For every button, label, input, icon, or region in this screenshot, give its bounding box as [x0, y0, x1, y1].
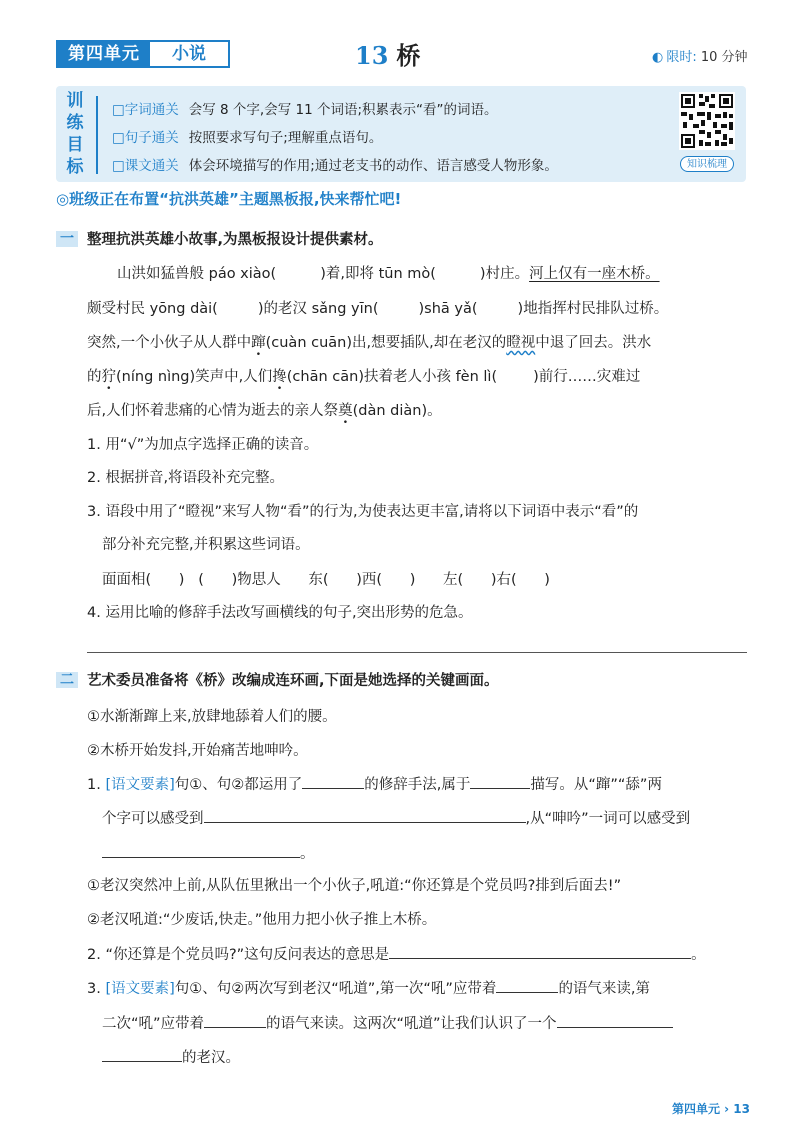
question-1-2: 2. 根据拼音,将语段补充完整。: [87, 470, 285, 486]
goal-item-text: [112, 154, 558, 174]
question-text: 。: [300, 846, 315, 862]
answer-blank[interactable]: [496, 978, 558, 993]
question-1-4: 4. 运用比喻的修辞手法改写画横线的句子,突出形势的危急。: [87, 605, 473, 621]
dotted-char: 搀: [272, 369, 287, 385]
passage-text: 后,人们怀着悲痛的心情为逝去的亲人祭: [87, 403, 339, 419]
sentence-2-4: ②老汉吼道:“少废话,快走。”他用力把小伙子推上木桥。: [87, 912, 437, 928]
question-1-1: 1. 用“√”为加点字选择正确的读音。: [87, 437, 319, 453]
passage-text: 山洪如猛兽般 páo xiào(: [117, 266, 277, 282]
goals-heading-char: 目: [66, 135, 84, 155]
question-2-3: [87, 977, 650, 998]
chevron-right-icon: ›: [724, 1102, 730, 1116]
sentence-2-1: ①水渐渐蹿上来,放肆地舔着人们的腰。: [87, 709, 337, 725]
answer-blank[interactable]: [102, 1047, 182, 1062]
section-1-marker: 一: [56, 231, 78, 247]
question-text: 个字可以感受到: [102, 811, 204, 827]
question-number: 1.: [87, 777, 101, 793]
goal-item-words: [112, 98, 498, 118]
question-number: 3.: [87, 981, 101, 997]
dotted-char: 蹿: [251, 335, 266, 351]
question-1-3: 3. 语段中用了“瞪视”来写人物“看”的行为,为使表达更丰富,请将以下词语中表示“看”的: [87, 504, 639, 520]
question-2-1-end: [102, 842, 315, 863]
goal-name: □句子通关: [112, 130, 179, 146]
question-text: 的老汉。: [182, 1050, 240, 1066]
underlined-sentence: 河上仅有一座木桥。: [529, 266, 660, 282]
question-text: 的语气来读。这两次“吼道”让我们认识了一个: [266, 1016, 557, 1032]
page-number: 13: [733, 1102, 750, 1116]
question-text: 。: [691, 947, 706, 963]
unit-badge: [56, 40, 230, 68]
goal-item-sentences: [112, 126, 382, 146]
goals-divider: [96, 96, 98, 174]
passage-line-2: [87, 297, 668, 318]
goal-name: □课文通关: [112, 158, 179, 174]
answer-blank[interactable]: [204, 808, 526, 823]
passage-text: 中退了回去。洪水: [535, 335, 652, 351]
goals-heading-char: 标: [66, 157, 84, 177]
question-2-2: [87, 943, 706, 964]
answer-blank[interactable]: [470, 774, 530, 789]
wavy-underlined-word: 瞪视: [506, 335, 536, 351]
section-1-title: 整理抗洪英雄小故事,为黑板报设计提供素材。: [87, 232, 383, 248]
goal-text: 体会环境描写的作用;通过老支书的动作、语言感受人物形象。: [188, 158, 558, 174]
genre-label: 小说: [150, 42, 228, 66]
passage-text: (dàn diàn)。: [352, 403, 442, 419]
question-text: 的修辞手法,属于: [364, 777, 471, 793]
goal-text: 会写 8 个字,会写 11 个词语;积累表示“看”的词语。: [188, 102, 498, 118]
qr-code-icon[interactable]: [679, 92, 735, 150]
goals-heading: [64, 90, 86, 178]
question-text: 的语气来读,第: [558, 981, 651, 997]
answer-blank[interactable]: [102, 843, 300, 858]
passage-line-1: [117, 262, 660, 283]
intro-prefix: ◎班级正在布置: [56, 190, 160, 208]
goal-name: □字词通关: [112, 102, 179, 118]
intro-banner: [56, 188, 401, 209]
time-limit-value: 10 分钟: [700, 50, 748, 65]
time-limit-label: 限时:: [666, 50, 697, 65]
lesson-title: [355, 36, 420, 71]
question-2-3-continued: [102, 1012, 673, 1033]
question-text: 句①、句②都运用了: [174, 777, 303, 793]
answer-blank[interactable]: [389, 944, 691, 959]
passage-text: 的: [87, 369, 102, 385]
dotted-char: 奠: [338, 403, 353, 419]
passage-line-3: [87, 331, 651, 352]
passage-text: (níng nìng)笑声中,人们: [116, 369, 273, 385]
passage-text: )前行……灾难过: [533, 369, 641, 385]
question-text: 2. “你还算是个党员吗?”这句反问表达的意思是: [87, 947, 390, 963]
look-words-exercise[interactable]: 面面相( ) ( )物思人 东( )西( ) 左( )右( ): [102, 572, 550, 588]
sentence-2-2: ②木桥开始发抖,开始痛苦地呻吟。: [87, 743, 308, 759]
clock-icon: ◐: [652, 50, 664, 65]
sentence-2-3: ①老汉突然冲上前,从队伍里揪出一个小伙子,吼道:“你还算是个党员吗?排到后面去!”: [87, 878, 622, 894]
dotted-char: 狞: [101, 369, 116, 385]
passage-text: )的老汉 sǎng yīn(: [257, 301, 379, 317]
passage-text: 突然,一个小伙子从人群中: [87, 335, 252, 351]
lesson-number: 13: [355, 41, 389, 70]
intro-suffix: 主题黑板报,快来帮忙吧!: [238, 190, 402, 208]
passage-text: )shā yǎ(: [418, 301, 478, 317]
goals-heading-char: 训: [66, 91, 84, 111]
question-2-1-continued: [102, 807, 690, 828]
knowledge-review-label[interactable]: 知识梳理: [680, 156, 734, 172]
passage-text: )着,即将 tūn mò(: [320, 266, 436, 282]
lesson-name: 桥: [396, 42, 421, 70]
answer-blank[interactable]: [302, 774, 364, 789]
question-2-1: [87, 773, 662, 794]
passage-text: )村庄。: [479, 266, 530, 282]
passage-line-5: [87, 399, 442, 420]
passage-text: (cuàn cuān)出,想要插队,却在老汉的: [265, 335, 507, 351]
question-text: 描写。从“蹿”“舔”两: [530, 777, 662, 793]
passage-line-4: [87, 365, 640, 386]
section-2-title: 艺术委员准备将《桥》改编成连环画,下面是她选择的关键画面。: [87, 673, 499, 689]
time-limit: [652, 46, 748, 65]
passage-text: )地指挥村民排队过桥。: [517, 301, 669, 317]
unit-label: 第四单元: [58, 42, 150, 66]
answer-line[interactable]: [87, 652, 747, 653]
question-text: 二次“吼”应带着: [102, 1016, 205, 1032]
language-element-tag: [语文要素]: [105, 981, 175, 997]
footer-unit: 第四单元: [671, 1102, 720, 1116]
answer-blank[interactable]: [557, 1013, 673, 1028]
question-2-3-end: [102, 1046, 240, 1067]
goals-heading-char: 练: [66, 113, 84, 133]
page-footer: [672, 1100, 750, 1117]
question-text: ,从“呻吟”一词可以感受到: [525, 811, 691, 827]
section-2-marker: 二: [56, 672, 78, 688]
goal-text: 按照要求写句子;理解重点语句。: [188, 130, 383, 146]
question-1-3-continued: 部分补充完整,并积累这些词语。: [102, 537, 310, 553]
language-element-tag: [语文要素]: [105, 777, 175, 793]
answer-blank[interactable]: [204, 1013, 266, 1028]
passage-text: 颇受村民 yōng dài(: [87, 301, 218, 317]
passage-text: (chān cān)扶着老人小孩 fèn lì(: [286, 369, 498, 385]
question-text: 句①、句②两次写到老汉“吼道”,第一次“吼”应带着: [174, 981, 497, 997]
intro-highlight: “抗洪英雄”: [159, 190, 239, 208]
